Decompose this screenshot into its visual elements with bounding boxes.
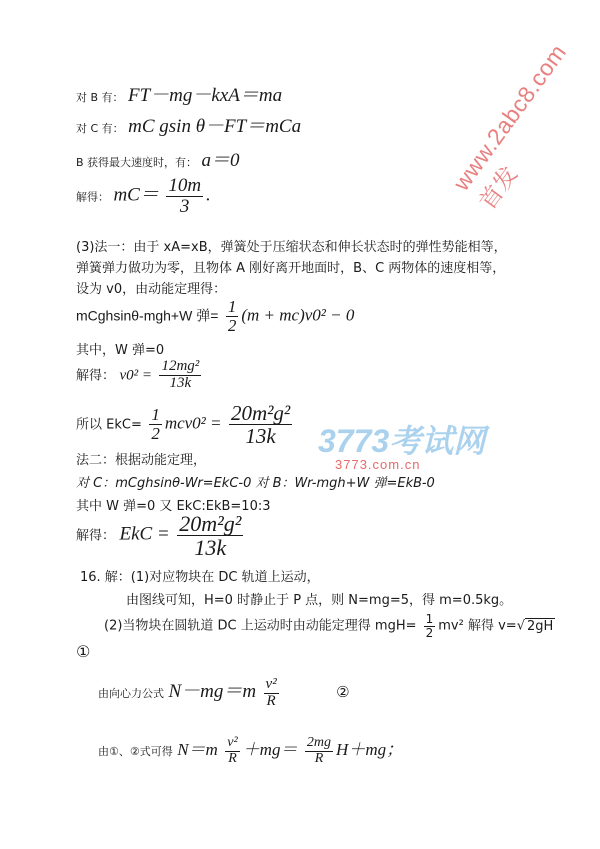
numerator: 20m²g² [230, 401, 291, 425]
denominator: 2 [227, 315, 237, 335]
fraction-result [229, 402, 292, 447]
fraction-2mg-r [305, 736, 333, 766]
numerator: 10m [168, 175, 202, 196]
denominator: 13k [169, 374, 192, 391]
denominator: R [266, 692, 276, 709]
eq-label: 解得： [76, 190, 109, 204]
equation-tail: H＋mg； [336, 740, 404, 759]
denominator: 2 [151, 424, 160, 444]
q16-part2-text: (2)当物块在圆轨道 DC 上运动时由动能定理得 mgH= [104, 618, 417, 634]
numerator: 12mg² [161, 358, 200, 374]
fraction-v2-r [225, 736, 239, 766]
denominator: 13k [245, 424, 276, 449]
numerator: 1 [151, 405, 160, 425]
result-mc [76, 176, 211, 217]
eq-line-c [76, 111, 301, 138]
numerator: 1 [425, 612, 434, 626]
eq-line-max-speed [76, 145, 240, 172]
method2-ratio: 其中 W 弹=0 又 EkC:EkB=10:3 [76, 499, 271, 514]
q16-part2-mid: mv² 解得 v= [438, 618, 517, 634]
logo: 3773考试网 [318, 423, 486, 459]
watermark: www.2abc8.com首发 [448, 39, 572, 215]
fraction [166, 176, 203, 217]
q16-graph-note: 由图线可知，H=0 时静止于 P 点，则 N=mg=5，得 m=0.5kg。 [126, 593, 513, 608]
equation: FT－mg－kxA＝ma [128, 85, 283, 106]
numerator: v² [227, 734, 238, 750]
result-ekc-2 [76, 512, 246, 559]
eq-label: B 获得最大速度时，有： [76, 156, 198, 169]
equation: N－mg＝m [168, 681, 257, 702]
fraction-half [424, 613, 436, 639]
sqrt-arg: 2gH [526, 618, 554, 634]
fraction [264, 677, 279, 710]
equation: mC gsin θ－FT＝mCa [128, 116, 302, 137]
equation-mid: mcv0² = [164, 413, 222, 433]
centripetal-equation [98, 676, 350, 709]
eq-label: 对 C 有： [76, 122, 124, 135]
result-v0 [76, 359, 204, 392]
equation-rhs: (m + mc)v0² − 0 [241, 305, 355, 325]
result-ekc [76, 402, 295, 447]
eq-label: 所以 EkC= [76, 417, 142, 433]
equation-lhs: N＝m [177, 740, 218, 759]
numerator: v² [265, 675, 277, 692]
w-spring-zero: 其中，W 弹=0 [76, 343, 165, 358]
combined-equation [98, 735, 403, 766]
numerator: 20m²g² [179, 511, 242, 536]
period: . [206, 184, 211, 206]
equation-lhs: mCghsinθ-mgh+W 弹= [76, 307, 219, 324]
method2-heading: 法二：根据动能定理， [76, 453, 207, 468]
q16-part1: 16. 解：(1)对应物块在 DC 轨道上运动， [80, 570, 320, 585]
method1-text-2: 弹簧弹力做功为零，且物体 A 刚好离开地面时，B、C 两物体的速度相等， [76, 261, 506, 276]
fraction-result [177, 512, 243, 559]
q16-part2: (2)当物块在圆轨道 DC 上运动时由动能定理得 mgH= $\frac{1}{2}$ mv² 解得 v=√ 2gH [104, 612, 554, 640]
denominator: 3 [179, 195, 190, 217]
denominator: R [314, 750, 324, 766]
eq-label: 对 B 有： [76, 91, 124, 104]
equation-lhs: EkC = [119, 523, 170, 545]
method2-equations: 对 C：mCghsinθ-Wr=EkC-0 对 B：Wr-mgh+W 弹=EkB-0 [76, 476, 435, 491]
fraction [159, 359, 201, 392]
equation-lhs: v0² = [119, 367, 152, 384]
numerator: 1 [227, 297, 237, 316]
eq-label: 由向心力公式 [98, 687, 164, 700]
equation: a＝0 [201, 150, 240, 171]
denominator: 2 [425, 625, 434, 640]
denominator: 13k [194, 535, 227, 561]
energy-equation [76, 298, 354, 335]
eq-label: 解得： [76, 368, 116, 384]
fraction [226, 298, 239, 335]
eq-label: 解得： [76, 528, 116, 544]
equation-marker-2: ② [336, 683, 350, 701]
logo-url: 3773.com.cn [335, 457, 421, 472]
denominator: R [228, 750, 237, 766]
eq-label: 由①、②式可得 [98, 745, 173, 758]
method1-text-3: 设为 v0，由动能定理得： [76, 282, 227, 297]
equation-lhs: mC＝ [113, 184, 159, 206]
eq-line-b [76, 80, 282, 107]
fraction-half [149, 406, 162, 443]
method1-text-1: (3)法一：由于 xA=xB，弹簧处于压缩状态和伸长状态时的弹性势能相等， [76, 240, 507, 255]
equation-marker-1: ① [76, 642, 91, 661]
equation-mid: ＋mg＝ [242, 740, 298, 759]
numerator: 2mg [306, 734, 332, 750]
